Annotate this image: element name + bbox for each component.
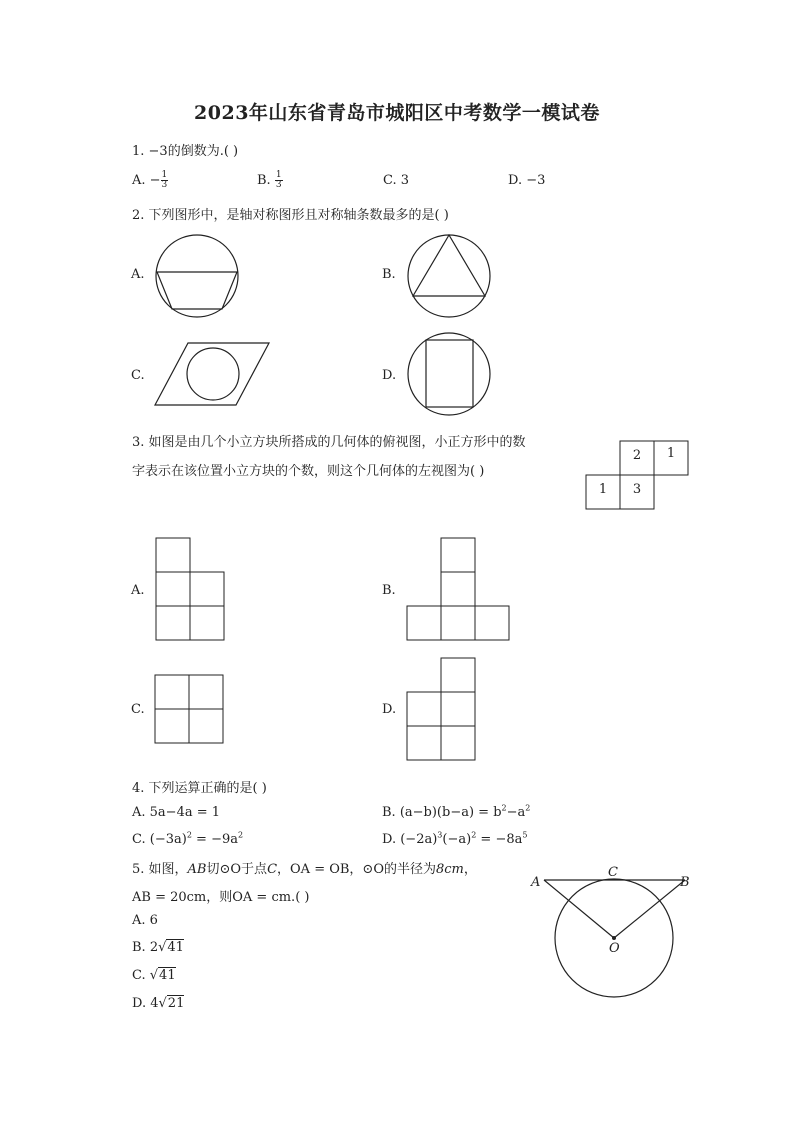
- q5-stem-line2: AB = 20cm，则OA = cm.( ): [132, 890, 310, 905]
- q5-stem-line1: 5. 如图，AB切⊙O于点C，OA = OB，⊙O的半径为8cm，: [132, 862, 477, 877]
- q4-option-b: B. $(a-b)(b-a) = b^2-a^2$: [382, 803, 531, 820]
- q5-option-b: B. 2√41: [132, 940, 184, 955]
- q1-option-b: B. $\frac{1}{3}$: [257, 170, 282, 190]
- q2-label-b: B.: [382, 267, 396, 282]
- q3-grid-cell-top-right: 1: [666, 446, 676, 461]
- q5-option-d: D. 4√21: [132, 996, 185, 1011]
- q2-label-c: C.: [131, 368, 145, 383]
- q4-option-d: D. $(-2a)^3(-a)^2 = -8a^5$: [382, 830, 528, 847]
- q2-stem: 2. 下列图形中，是轴对称图形且对称轴条数最多的是( ): [132, 208, 449, 223]
- q5-option-a: A. 6: [132, 913, 158, 928]
- q3-label-d: D.: [382, 702, 397, 717]
- q1-option-d: D. −3: [508, 173, 546, 188]
- q4-option-a: A. 5a−4a = 1: [132, 805, 221, 820]
- q2-figure-b-circle-triangle: [405, 232, 495, 320]
- q2-figure-c-parallelogram-circle: [150, 340, 274, 410]
- q2-figure-d-circle-rectangle: [405, 330, 495, 418]
- q3-grid-cell-bottom-left: 1: [598, 482, 608, 497]
- q2-label-d: D.: [382, 368, 397, 383]
- q3-figure-b-left-view: [406, 537, 512, 643]
- q3-stem-line2: 字表示在该位置小立方块的个数，则这个几何体的左视图为( ): [132, 464, 485, 479]
- q3-figure-a-left-view: [155, 537, 227, 643]
- page-title: 2023年山东省青岛市城阳区中考数学一模试卷: [194, 102, 600, 124]
- q3-label-b: B.: [382, 583, 396, 598]
- q1-stem: 1. −3的倒数为.( ): [132, 144, 239, 159]
- q4-stem: 4. 下列运算正确的是( ): [132, 781, 267, 796]
- q3-label-a: A.: [131, 583, 145, 598]
- q3-figure-d-left-view: [406, 657, 478, 763]
- q1-option-a: A. − $\frac{1}{3}$: [132, 170, 168, 190]
- q2-figure-a-circle-trapezoid: [150, 232, 244, 320]
- q5-figure-label-a: A: [531, 875, 541, 890]
- q5-figure-label-c: C: [608, 865, 618, 880]
- q5-figure-label-o: O: [609, 941, 620, 956]
- q5-option-c: C. √41: [132, 968, 176, 983]
- q3-grid-cell-bottom-right: 3: [632, 482, 642, 497]
- q1-option-c: C. 3: [383, 173, 410, 188]
- q5-figure-label-b: B: [680, 875, 690, 890]
- q2-label-a: A.: [131, 267, 145, 282]
- q3-figure-c-left-view: [154, 674, 226, 746]
- q4-option-c: C. $(-3a)^2 = -9a^2$: [132, 830, 244, 847]
- q3-label-c: C.: [131, 702, 145, 717]
- q3-grid-cell-top-left: 2: [632, 448, 642, 463]
- q3-stem-line1: 3. 如图是由几个小立方块所搭成的几何体的俯视图，小正方形中的数: [132, 435, 526, 450]
